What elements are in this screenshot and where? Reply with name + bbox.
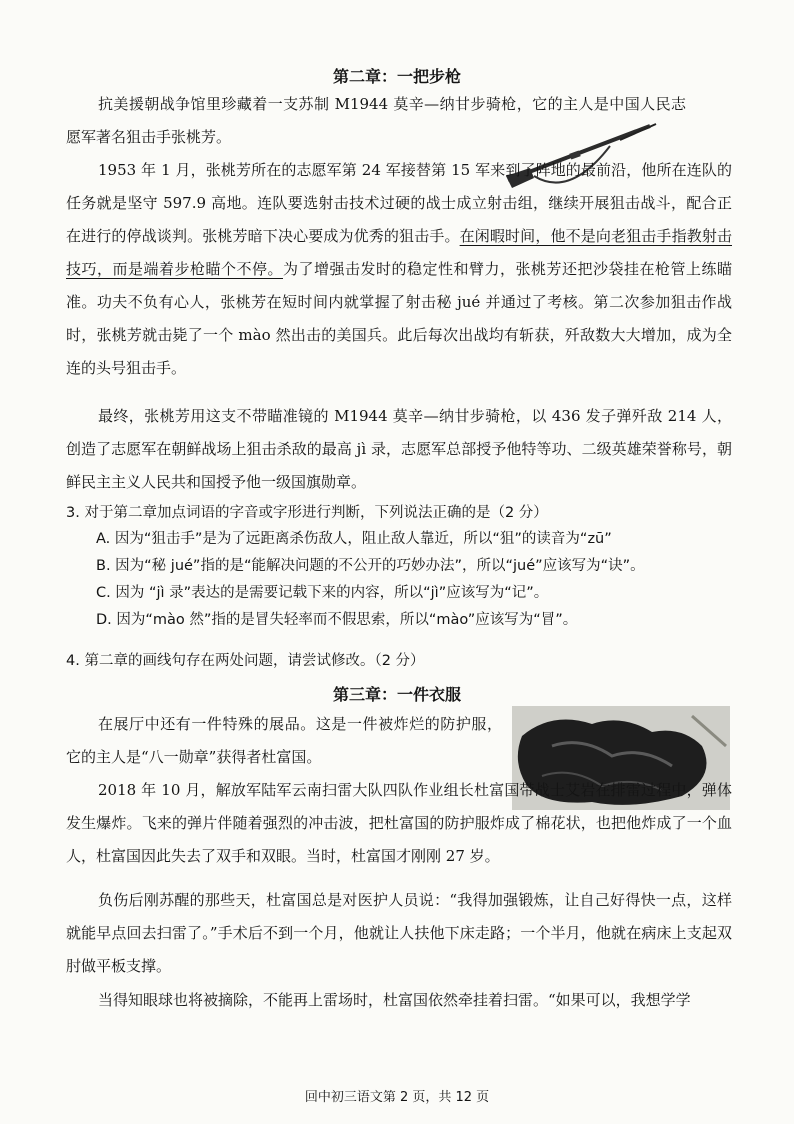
chapter2-paragraph-3: 最终，张桃芳用这支不带瞄准镜的 M1944 莫辛—纳甘步骑枪，以 436 发子弹歼敌 214 人，创造了志愿军在朝鲜战场上狙击杀敌的最高 jì 录，志愿军总部授予他特等功、二级英雄荣誉称号，朝鲜民主主义人民共和国授予他一级国旗勋章。 [66, 407, 732, 491]
chapter2-paragraph-1: 抗美援朝战争馆里珍藏着一支苏制 M1944 莫辛—纳甘步骑枪，它的主人是中国人民志愿军著名狙击手张桃芳。 [66, 95, 686, 146]
question-4-stem: 4. 第二章的画线句存在两处问题，请尝试修改。（2 分） [66, 653, 425, 669]
chapter2-title: 第二章：一把步枪 [332, 67, 461, 86]
chapter3-paragraph-3: 负伤后刚苏醒的那些天，杜富国总是对医护人员说：“我得加强锻炼，让自己好得快一点，这样就能早点回去扫雷了。”手术后不到一个月，他就让人扶他下床走路；一个半月，他就在病床上支起双肘做平板支撑。 [66, 891, 732, 975]
chapter2-paragraph-2 [66, 154, 732, 385]
question-3-option-d: D. 因为“mào 然”指的是冒失轻率而不假思索，所以“mào”应该写为“冒”。 [96, 612, 578, 628]
chapter3-paragraph-1: 在展厅中还有一件特殊的展品。这是一件被炸烂的防护服，它的主人是“八一勋章”获得者杜富国。 [66, 715, 502, 766]
chapter2-paragraph-2-text-a: 1953 年 1 月，张桃芳所在的志愿军第 24 军接替第 15 军来到了阵地的最前沿，他所在连队的任务就是坚守 597.9 高地。连队要选射击技术过硬的战士成立射击组，继续开展狙击战斗，配合正在进行的停战谈判。张桃芳暗下决心要成为优秀的狙击手。 [66, 161, 732, 245]
chapter3-title: 第三章：一件衣服 [332, 685, 461, 704]
question-3-option-b: B. 因为“秘 jué”指的是“能解决问题的不公开的巧妙办法”，所以“jué”应该写为“诀”。 [96, 558, 645, 574]
chapter3-paragraph-4: 当得知眼球也将被摘除，不能再上雷场时，杜富国依然牵挂着扫雷。“如果可以，我想学学 [98, 991, 691, 1009]
chapter3-paragraph-2: 2018 年 10 月，解放军陆军云南扫雷大队四队作业组长杜富国带战士艾岩在排雷过程中，弹体发生爆炸。飞来的弹片伴随着强烈的冲击波，把杜富国的防护服炸成了棉花状，也把他炸成了一个血人，杜富国因此失去了双手和双眼。当时，杜富国才刚刚 27 岁。 [66, 781, 732, 865]
page-footer: 回中初三语文第 2 页，共 12 页 [304, 1090, 490, 1105]
underlined-sentence: 在闲暇时间，他不是向老狙击手指教射击技巧，而是端着步枪瞄个不停。 [66, 227, 732, 278]
question-3-option-c: C. 因为 “jì 录”表达的是需要记载下来的内容，所以“jì”应该写为“记”。 [96, 585, 549, 601]
question-3-stem: 3. 对于第二章加点词语的字音或字形进行判断，下列说法正确的是（2 分） [66, 505, 548, 521]
question-3-option-a: A. 因为“狙击手”是为了远距离杀伤敌人，阻止敌人靠近，所以“狙”的读音为“zū” [96, 531, 612, 547]
chapter2-paragraph-2-text-b: 为了增强击发时的稳定性和臂力，张桃芳还把沙袋挂在枪管上练瞄准。功夫不负有心人，张桃芳在短时间内就掌握了射击秘 jué 并通过了考核。第二次参加狙击作战时，张桃芳就击毙了一个 mào 然出击的美国兵。此后每次出战均有斩获，歼敌数大大增加，成为全连的头号狙击手。 [66, 260, 732, 377]
